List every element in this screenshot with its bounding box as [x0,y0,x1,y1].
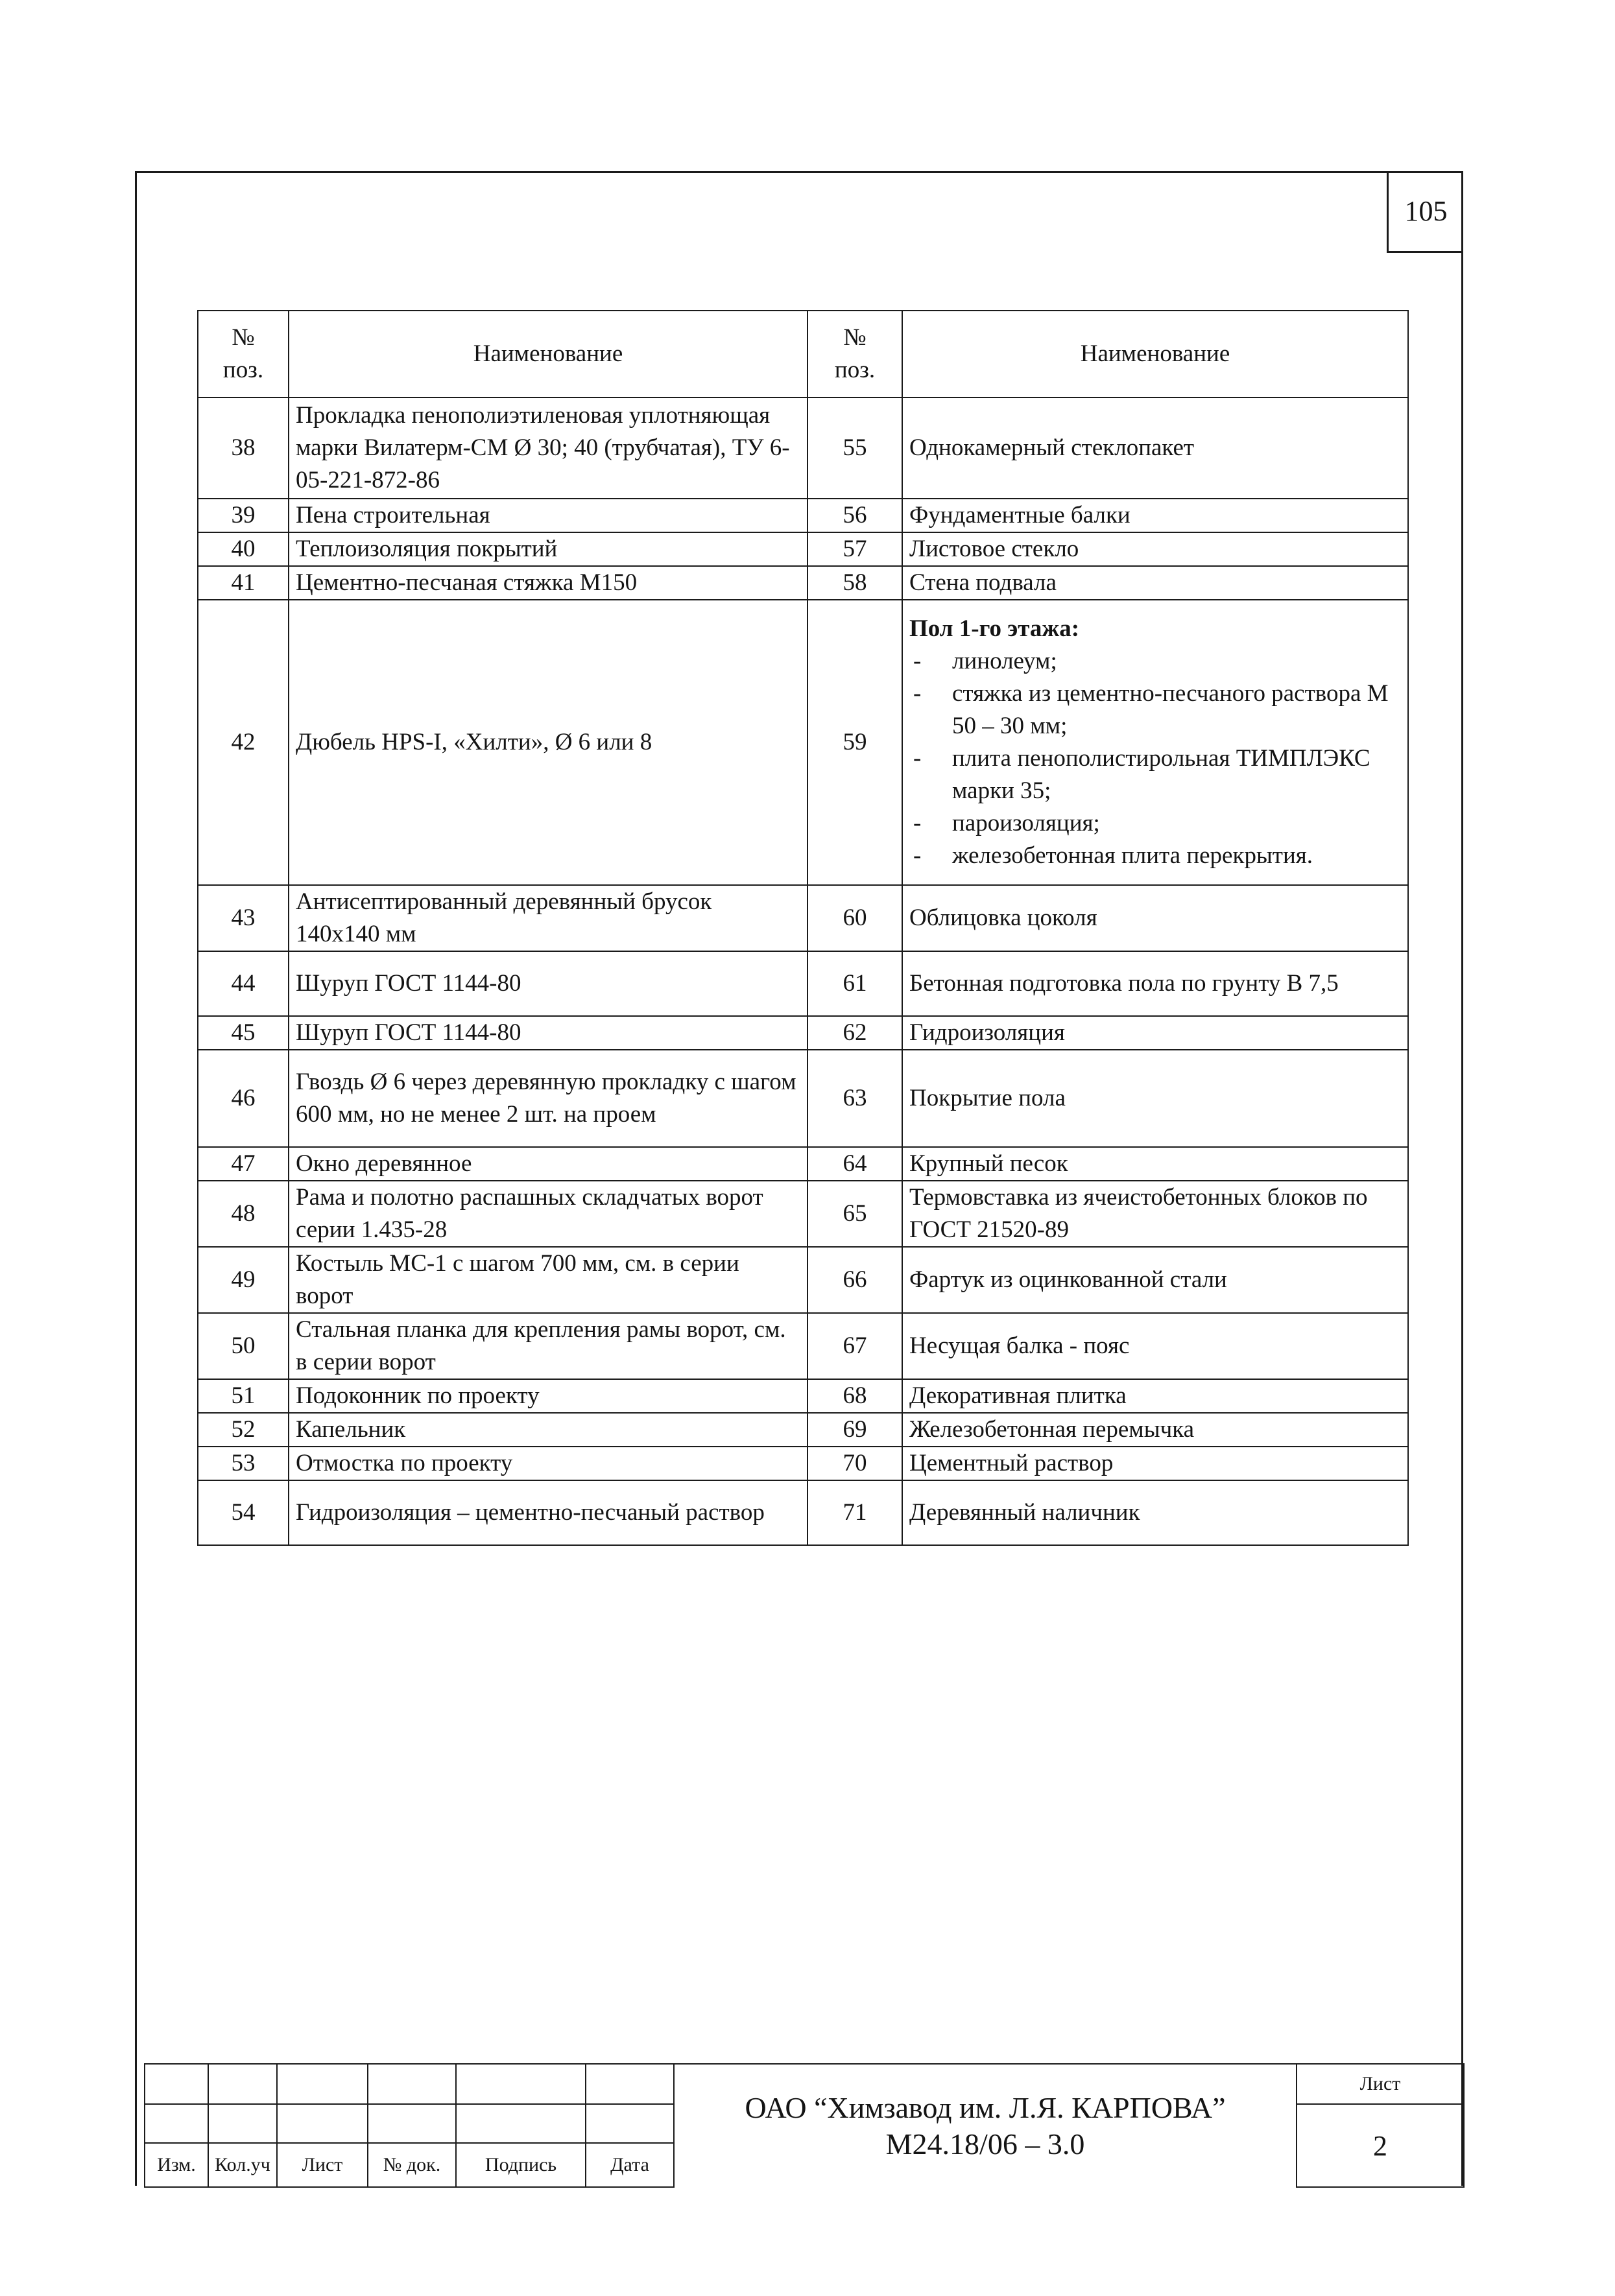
left-pos-cell: 42 [198,600,289,885]
left-name-cell: Окно деревянное [289,1147,808,1181]
table-row [198,397,1408,499]
header-pos-label: поз. [222,357,264,383]
stamp-cell [208,2104,277,2143]
table-row [198,1247,1408,1313]
left-name-cell: Шуруп ГОСТ 1144-80 [289,1016,808,1050]
left-name-cell: Цементно-песчаная стяжка М150 [289,566,808,600]
right-pos-cell: 65 [808,1181,902,1247]
left-pos-cell: 44 [198,951,289,1016]
stamp-cell [208,2064,277,2104]
floor-layer-item: - стяжка из цементно-песчаного раствора М 50 – 30 мм; [909,678,1401,742]
document-code: М24.18/06 – 3.0 [885,2127,1085,2160]
stamp-cell [368,2104,456,2143]
stamp-cell [145,2064,208,2104]
stamp-cell [277,2064,368,2104]
right-pos-cell: 56 [808,499,902,532]
right-pos-cell: 58 [808,566,902,600]
table-row [198,1016,1408,1050]
table-row [198,1147,1408,1181]
right-pos-cell: 63 [808,1050,902,1147]
right-name-cell: Термовставка из ячеистобетонных блоков по ГОСТ 21520-89 [902,1181,1408,1247]
right-name-cell: Листовое стекло [902,532,1408,566]
stamp-cell [586,2064,674,2104]
stamp-cell [586,2104,674,2143]
stamp-cell [456,2064,586,2104]
header-pos-left [198,311,289,397]
right-name-cell: Фартук из оцинкованной стали [902,1247,1408,1313]
right-pos-cell: 67 [808,1313,902,1379]
stamp-cell [145,2104,208,2143]
right-pos-cell: 60 [808,885,902,951]
table-row [198,1181,1408,1247]
right-name-cell: Железобетонная перемычка [902,1413,1408,1447]
floor-layer-list [909,645,1401,872]
left-name-cell: Гидроизоляция – цементно-песчаный раствор [289,1480,808,1545]
right-pos-cell: 55 [808,397,902,499]
stamp-cell [368,2064,456,2104]
right-name-cell: Декоративная плитка [902,1379,1408,1413]
stamp-label-data: Дата [586,2143,674,2187]
left-pos-cell: 41 [198,566,289,600]
page-number: 105 [1387,171,1463,253]
left-pos-cell: 47 [198,1147,289,1181]
left-pos-cell: 52 [198,1413,289,1447]
left-pos-cell: 54 [198,1480,289,1545]
table-row [198,532,1408,566]
stamp-cell [456,2104,586,2143]
right-pos-cell: 71 [808,1480,902,1545]
stamp-label-koluch: Кол.уч [208,2143,277,2187]
left-pos-cell: 38 [198,397,289,499]
floor-layer-item: - линолеум; [909,645,1401,678]
left-pos-cell: 40 [198,532,289,566]
right-pos-cell: 57 [808,532,902,566]
table-row [198,499,1408,532]
stamp-label-podpis: Подпись [456,2143,586,2187]
left-name-cell: Стальная планка для крепления рамы ворот, см. в серии ворот [289,1313,808,1379]
left-name-cell: Прокладка пенополиэтиленовая уплотняющая марки Вилатерм-СМ Ø 30; 40 (трубчатая), ТУ 6-05-221-872-86 [289,397,808,499]
sheet-number: 2 [1297,2104,1464,2187]
left-pos-cell: 49 [198,1247,289,1313]
right-name-cell: Цементный раствор [902,1447,1408,1480]
left-name-cell: Шуруп ГОСТ 1144-80 [289,951,808,1016]
right-pos-cell: 61 [808,951,902,1016]
right-pos-cell: 62 [808,1016,902,1050]
right-name-cell [902,600,1408,885]
header-pos-no: № [843,324,867,351]
right-name-cell: Стена подвала [902,566,1408,600]
right-pos-cell: 68 [808,1379,902,1413]
left-pos-cell: 50 [198,1313,289,1379]
table-row [198,1050,1408,1147]
left-name-cell: Рама и полотно распашных складчатых ворот серии 1.435-28 [289,1181,808,1247]
right-pos-cell: 64 [808,1147,902,1181]
left-pos-cell: 46 [198,1050,289,1147]
organization-name: ОАО “Химзавод им. Л.Я. КАРПОВА” [745,2090,1226,2124]
left-pos-cell: 53 [198,1447,289,1480]
left-name-cell: Капельник [289,1413,808,1447]
table-row [198,951,1408,1016]
floor-layer-item: - пароизоляция; [909,807,1401,840]
left-name-cell: Подоконник по проекту [289,1379,808,1413]
left-name-cell: Пена строительная [289,499,808,532]
stamp-label-izm: Изм. [145,2143,208,2187]
table-row [198,1313,1408,1379]
right-pos-cell: 59 [808,600,902,885]
left-pos-cell: 48 [198,1181,289,1247]
title-block [144,2063,1465,2188]
right-pos-cell: 66 [808,1247,902,1313]
floor-layer-item: - железобетонная плита перекрытия. [909,840,1401,872]
left-name-cell: Антисептированный деревянный брусок 140x140 мм [289,885,808,951]
header-pos-label: поз. [834,357,876,383]
stamp-label-ndok: № док. [368,2143,456,2187]
left-pos-cell: 51 [198,1379,289,1413]
right-name-cell: Несущая балка - пояс [902,1313,1408,1379]
right-pos-cell: 70 [808,1447,902,1480]
right-name-cell: Крупный песок [902,1147,1408,1181]
table-row [198,1480,1408,1545]
header-pos-right [808,311,902,397]
stamp-cell [277,2104,368,2143]
left-name-cell: Дюбель HPS-I, «Хилти», Ø 6 или 8 [289,600,808,885]
right-name-cell: Бетонная подготовка пола по грунту В 7,5 [902,951,1408,1016]
stamp-label-list: Лист [277,2143,368,2187]
left-name-cell: Отмостка по проекту [289,1447,808,1480]
table-header-row [198,311,1408,397]
left-name-cell: Гвоздь Ø 6 через деревянную прокладку с шагом 600 мм, но не менее 2 шт. на проем [289,1050,808,1147]
table-row [198,1379,1408,1413]
header-name-right: Наименование [902,311,1408,397]
organization-block [674,2064,1297,2187]
left-name-cell: Теплоизоляция покрытий [289,532,808,566]
table-row [198,885,1408,951]
table-row [198,1447,1408,1480]
right-name-cell: Гидроизоляция [902,1016,1408,1050]
specification-table [197,310,1409,1546]
right-name-cell: Покрытие пола [902,1050,1408,1147]
sheet-label: Лист [1297,2064,1464,2104]
floor-composition-title: Пол 1-го этажа: [909,615,1080,642]
table-row [198,1413,1408,1447]
table-row [198,600,1408,885]
floor-layer-item: - плита пенополистирольная ТИМПЛЭКС марки 35; [909,742,1401,807]
left-pos-cell: 43 [198,885,289,951]
left-pos-cell: 39 [198,499,289,532]
left-name-cell: Костыль МС-1 с шагом 700 мм, см. в серии ворот [289,1247,808,1313]
right-name-cell: Фундаментные балки [902,499,1408,532]
table-row [198,566,1408,600]
right-pos-cell: 69 [808,1413,902,1447]
header-name-left: Наименование [289,311,808,397]
right-name-cell: Облицовка цоколя [902,885,1408,951]
header-pos-no: № [232,324,255,351]
left-pos-cell: 45 [198,1016,289,1050]
right-name-cell: Однокамерный стеклопакет [902,397,1408,499]
right-name-cell: Деревянный наличник [902,1480,1408,1545]
